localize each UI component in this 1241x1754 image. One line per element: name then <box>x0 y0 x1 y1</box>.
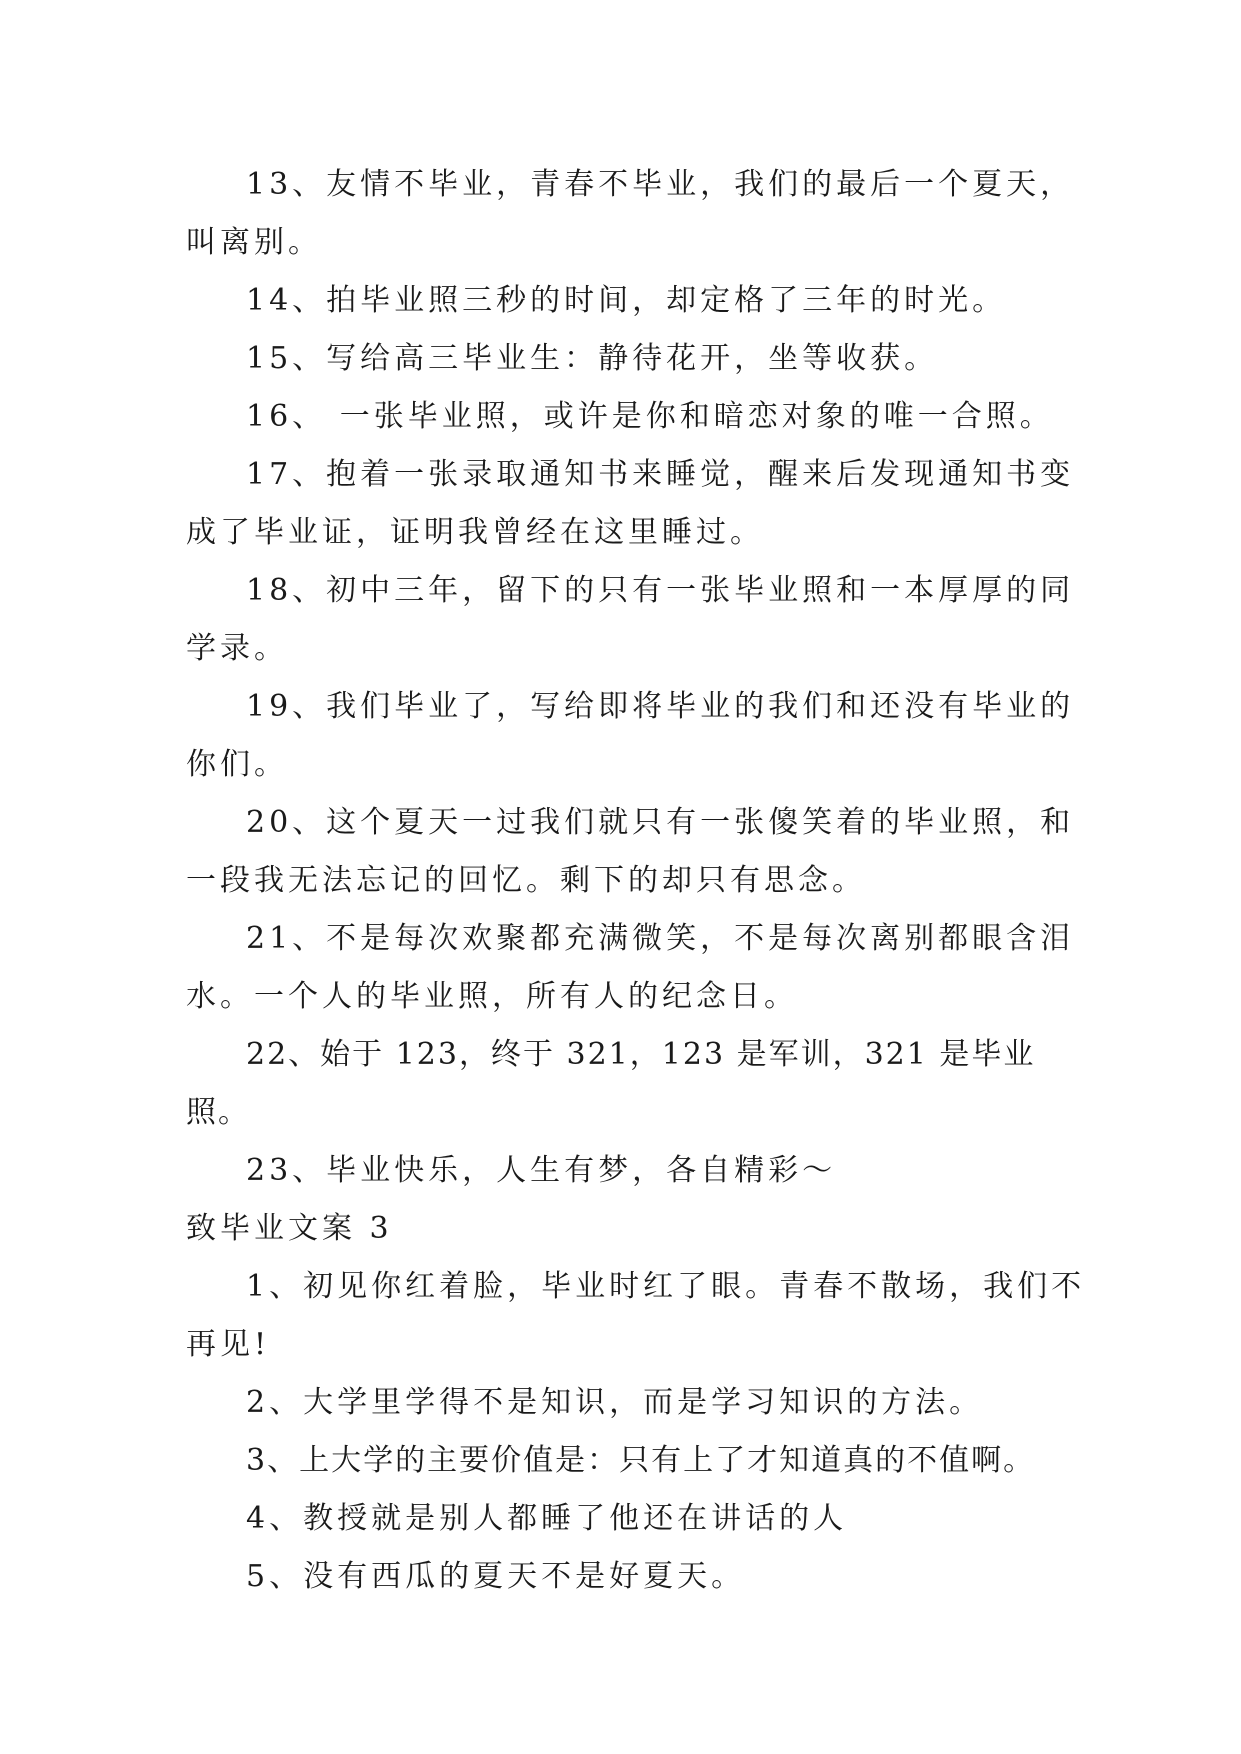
paragraph-17: 17、抱着一张录取通知书来睡觉，醒来后发现通知书变成了毕业证，证明我曾经在这里睡过。 <box>186 457 1075 550</box>
section-paragraph-1: 1、初见你红着脸，毕业时红了眼。青春不散场，我们不再见! <box>186 1269 1086 1362</box>
paragraph-15: 15、写给高三毕业生：静待花开，坐等收获。 <box>246 341 939 376</box>
paragraph-14: 14、拍毕业照三秒的时间，却定格了三年的时光。 <box>246 283 1007 318</box>
section-paragraph-4: 4、教授就是别人都睡了他还在讲话的人 <box>246 1501 848 1536</box>
section-paragraph-2: 2、大学里学得不是知识，而是学习知识的方法。 <box>246 1385 984 1420</box>
paragraph-18: 18、初中三年，留下的只有一张毕业照和一本厚厚的同学录。 <box>186 573 1075 666</box>
paragraph-23: 23、毕业快乐，人生有梦，各自精彩～ <box>246 1153 837 1188</box>
section-paragraph-5: 5、没有西瓜的夏天不是好夏天。 <box>246 1559 746 1594</box>
paragraph-16: 16、 一张毕业照，或许是你和暗恋对象的唯一合照。 <box>246 399 1054 434</box>
paragraph-22: 22、始于 123，终于 321，123 是军训，321 是毕业照。 <box>186 1037 1036 1130</box>
paragraph-19: 19、我们毕业了，写给即将毕业的我们和还没有毕业的你们。 <box>186 689 1075 782</box>
document-body <box>186 156 1086 1606</box>
section-heading: 致毕业文案 3 <box>186 1211 393 1246</box>
paragraph-20: 20、这个夏天一过我们就只有一张傻笑着的毕业照，和一段我无法忘记的回忆。剩下的却只有思念。 <box>186 805 1075 898</box>
section-paragraph-3: 3、上大学的主要价值是：只有上了才知道真的不值啊。 <box>246 1443 1036 1478</box>
paragraph-13: 13、友情不毕业，青春不毕业，我们的最后一个夏天，叫离别。 <box>186 167 1075 260</box>
paragraph-21: 21、不是每次欢聚都充满微笑，不是每次离别都眼含泪水。一个人的毕业照，所有人的纪念日。 <box>186 921 1075 1014</box>
